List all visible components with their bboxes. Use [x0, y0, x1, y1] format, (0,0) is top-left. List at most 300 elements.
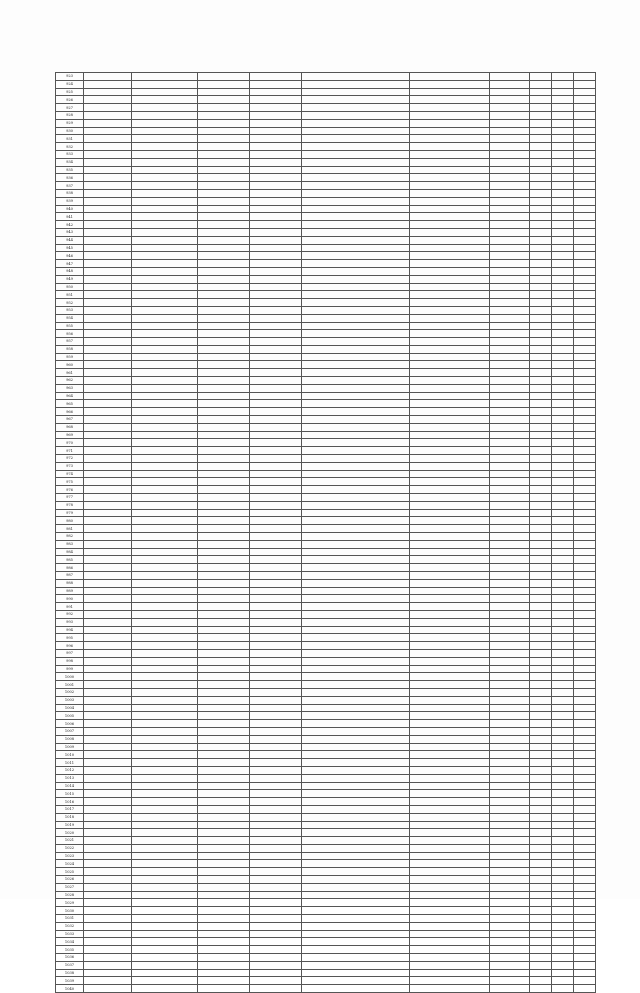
- row-number-cell: 1030: [56, 907, 84, 915]
- count3-cell: [574, 213, 596, 221]
- locality-cell: [302, 135, 410, 143]
- code-cell: [84, 969, 132, 977]
- count3-cell: [574, 915, 596, 923]
- count3-cell: [574, 73, 596, 81]
- street-cell: [410, 486, 490, 494]
- row-number-cell: 983: [56, 540, 84, 548]
- settlement-cell: [250, 946, 302, 954]
- row-number-cell: 1020: [56, 829, 84, 837]
- settlement-cell: [250, 720, 302, 728]
- table-row: [56, 844, 596, 852]
- count1-cell: [530, 837, 552, 845]
- table-row: [56, 533, 596, 541]
- street-cell: [410, 353, 490, 361]
- count2-cell: [552, 478, 574, 486]
- table-row: [56, 727, 596, 735]
- count3-cell: [574, 408, 596, 416]
- settlement-cell: [250, 525, 302, 533]
- row-number-cell: 965: [56, 400, 84, 408]
- table-row: [56, 688, 596, 696]
- count2-cell: [552, 150, 574, 158]
- table-row: [56, 657, 596, 665]
- settlement-cell: [250, 735, 302, 743]
- code2-cell: [132, 977, 198, 985]
- table-row: [56, 182, 596, 190]
- row-number-cell: 927: [56, 104, 84, 112]
- street-cell: [410, 907, 490, 915]
- code2-cell: [132, 174, 198, 182]
- count1-cell: [530, 119, 552, 127]
- locality-cell: [302, 244, 410, 252]
- locality-cell: [302, 899, 410, 907]
- street-cell: [410, 626, 490, 634]
- count3-cell: [574, 603, 596, 611]
- street-cell: [410, 876, 490, 884]
- code2-cell: [132, 727, 198, 735]
- code-cell: [84, 330, 132, 338]
- locality-cell: [302, 642, 410, 650]
- count3-cell: [574, 572, 596, 580]
- table-row: [56, 353, 596, 361]
- settlement-cell: [250, 322, 302, 330]
- locality-cell: [302, 634, 410, 642]
- district-cell: [198, 938, 250, 946]
- house-cell: [490, 618, 530, 626]
- code-cell: [84, 813, 132, 821]
- count2-cell: [552, 899, 574, 907]
- count3-cell: [574, 423, 596, 431]
- code-cell: [84, 197, 132, 205]
- locality-cell: [302, 174, 410, 182]
- count2-cell: [552, 439, 574, 447]
- count1-cell: [530, 657, 552, 665]
- row-number-cell: 926: [56, 96, 84, 104]
- table-row: [56, 837, 596, 845]
- street-cell: [410, 197, 490, 205]
- house-cell: [490, 649, 530, 657]
- table-row: [56, 735, 596, 743]
- count1-cell: [530, 166, 552, 174]
- count3-cell: [574, 244, 596, 252]
- count2-cell: [552, 961, 574, 969]
- settlement-cell: [250, 353, 302, 361]
- count2-cell: [552, 275, 574, 283]
- code-cell: [84, 494, 132, 502]
- locality-cell: [302, 610, 410, 618]
- table-row: [56, 416, 596, 424]
- row-number-cell: 935: [56, 166, 84, 174]
- code2-cell: [132, 961, 198, 969]
- settlement-cell: [250, 969, 302, 977]
- table-row: [56, 852, 596, 860]
- count2-cell: [552, 860, 574, 868]
- house-cell: [490, 252, 530, 260]
- settlement-cell: [250, 252, 302, 260]
- table-row: [56, 80, 596, 88]
- district-cell: [198, 642, 250, 650]
- settlement-cell: [250, 158, 302, 166]
- count2-cell: [552, 790, 574, 798]
- row-number-cell: 958: [56, 345, 84, 353]
- street-cell: [410, 883, 490, 891]
- locality-cell: [302, 727, 410, 735]
- table-row: [56, 252, 596, 260]
- count3-cell: [574, 579, 596, 587]
- locality-cell: [302, 104, 410, 112]
- code-cell: [84, 306, 132, 314]
- row-number-cell: 952: [56, 299, 84, 307]
- count1-cell: [530, 455, 552, 463]
- count1-cell: [530, 634, 552, 642]
- row-number-cell: 1011: [56, 759, 84, 767]
- street-cell: [410, 143, 490, 151]
- district-cell: [198, 579, 250, 587]
- table-row: [56, 306, 596, 314]
- district-cell: [198, 525, 250, 533]
- code2-cell: [132, 431, 198, 439]
- settlement-cell: [250, 431, 302, 439]
- code-cell: [84, 821, 132, 829]
- locality-cell: [302, 260, 410, 268]
- code2-cell: [132, 322, 198, 330]
- count3-cell: [574, 143, 596, 151]
- code2-cell: [132, 860, 198, 868]
- row-number-cell: 950: [56, 283, 84, 291]
- district-cell: [198, 135, 250, 143]
- table-row: [56, 938, 596, 946]
- row-number-cell: 924: [56, 80, 84, 88]
- count2-cell: [552, 618, 574, 626]
- count3-cell: [574, 228, 596, 236]
- row-number-cell: 1014: [56, 782, 84, 790]
- table-row: [56, 634, 596, 642]
- table-row: [56, 345, 596, 353]
- table-row: [56, 610, 596, 618]
- street-cell: [410, 533, 490, 541]
- street-cell: [410, 127, 490, 135]
- street-cell: [410, 852, 490, 860]
- house-cell: [490, 829, 530, 837]
- house-cell: [490, 969, 530, 977]
- settlement-cell: [250, 642, 302, 650]
- settlement-cell: [250, 439, 302, 447]
- table-row: [56, 439, 596, 447]
- house-cell: [490, 260, 530, 268]
- street-cell: [410, 657, 490, 665]
- code-cell: [84, 954, 132, 962]
- table-row: [56, 400, 596, 408]
- settlement-cell: [250, 548, 302, 556]
- count3-cell: [574, 252, 596, 260]
- code2-cell: [132, 158, 198, 166]
- code2-cell: [132, 907, 198, 915]
- settlement-cell: [250, 330, 302, 338]
- code2-cell: [132, 533, 198, 541]
- table-row: [56, 704, 596, 712]
- settlement-cell: [250, 213, 302, 221]
- district-cell: [198, 805, 250, 813]
- code2-cell: [132, 891, 198, 899]
- district-cell: [198, 494, 250, 502]
- count3-cell: [574, 688, 596, 696]
- count2-cell: [552, 883, 574, 891]
- table-row: [56, 221, 596, 229]
- row-number-cell: 988: [56, 579, 84, 587]
- street-cell: [410, 244, 490, 252]
- settlement-cell: [250, 790, 302, 798]
- code-cell: [84, 743, 132, 751]
- house-cell: [490, 509, 530, 517]
- locality-cell: [302, 540, 410, 548]
- settlement-cell: [250, 844, 302, 852]
- locality-cell: [302, 392, 410, 400]
- count2-cell: [552, 228, 574, 236]
- locality-cell: [302, 494, 410, 502]
- code2-cell: [132, 572, 198, 580]
- count1-cell: [530, 275, 552, 283]
- code2-cell: [132, 470, 198, 478]
- district-cell: [198, 400, 250, 408]
- settlement-cell: [250, 610, 302, 618]
- count2-cell: [552, 852, 574, 860]
- code2-cell: [132, 868, 198, 876]
- table-row: [56, 603, 596, 611]
- count1-cell: [530, 221, 552, 229]
- house-cell: [490, 283, 530, 291]
- count3-cell: [574, 727, 596, 735]
- house-cell: [490, 821, 530, 829]
- code2-cell: [132, 392, 198, 400]
- count2-cell: [552, 431, 574, 439]
- count3-cell: [574, 595, 596, 603]
- settlement-cell: [250, 852, 302, 860]
- district-cell: [198, 377, 250, 385]
- house-cell: [490, 743, 530, 751]
- row-number-cell: 997: [56, 649, 84, 657]
- street-cell: [410, 681, 490, 689]
- district-cell: [198, 174, 250, 182]
- settlement-cell: [250, 774, 302, 782]
- count1-cell: [530, 260, 552, 268]
- count1-cell: [530, 150, 552, 158]
- district-cell: [198, 322, 250, 330]
- count1-cell: [530, 751, 552, 759]
- count2-cell: [552, 455, 574, 463]
- street-cell: [410, 556, 490, 564]
- settlement-cell: [250, 813, 302, 821]
- code-cell: [84, 907, 132, 915]
- district-cell: [198, 548, 250, 556]
- district-cell: [198, 743, 250, 751]
- count3-cell: [574, 954, 596, 962]
- count1-cell: [530, 603, 552, 611]
- code-cell: [84, 267, 132, 275]
- row-number-cell: 1016: [56, 798, 84, 806]
- table-row: [56, 899, 596, 907]
- count2-cell: [552, 384, 574, 392]
- row-number-cell: 987: [56, 572, 84, 580]
- house-cell: [490, 805, 530, 813]
- street-cell: [410, 603, 490, 611]
- code-cell: [84, 384, 132, 392]
- district-cell: [198, 735, 250, 743]
- table-row: [56, 829, 596, 837]
- count2-cell: [552, 314, 574, 322]
- locality-cell: [302, 400, 410, 408]
- settlement-cell: [250, 587, 302, 595]
- house-cell: [490, 626, 530, 634]
- count3-cell: [574, 88, 596, 96]
- settlement-cell: [250, 174, 302, 182]
- count3-cell: [574, 182, 596, 190]
- settlement-cell: [250, 291, 302, 299]
- district-cell: [198, 540, 250, 548]
- register-table: [55, 72, 596, 993]
- row-number-cell: 947: [56, 260, 84, 268]
- count2-cell: [552, 361, 574, 369]
- street-cell: [410, 213, 490, 221]
- code-cell: [84, 338, 132, 346]
- street-cell: [410, 564, 490, 572]
- house-cell: [490, 899, 530, 907]
- count2-cell: [552, 798, 574, 806]
- street-cell: [410, 930, 490, 938]
- code-cell: [84, 860, 132, 868]
- count3-cell: [574, 439, 596, 447]
- code-cell: [84, 681, 132, 689]
- count1-cell: [530, 790, 552, 798]
- count2-cell: [552, 634, 574, 642]
- count1-cell: [530, 579, 552, 587]
- count1-cell: [530, 743, 552, 751]
- settlement-cell: [250, 657, 302, 665]
- locality-cell: [302, 821, 410, 829]
- settlement-cell: [250, 408, 302, 416]
- street-cell: [410, 252, 490, 260]
- code2-cell: [132, 143, 198, 151]
- code-cell: [84, 688, 132, 696]
- count3-cell: [574, 80, 596, 88]
- settlement-cell: [250, 626, 302, 634]
- code-cell: [84, 961, 132, 969]
- table-row: [56, 907, 596, 915]
- code2-cell: [132, 197, 198, 205]
- table-row: [56, 275, 596, 283]
- count3-cell: [574, 189, 596, 197]
- house-cell: [490, 135, 530, 143]
- house-cell: [490, 221, 530, 229]
- row-number-cell: 941: [56, 213, 84, 221]
- settlement-cell: [250, 603, 302, 611]
- house-cell: [490, 595, 530, 603]
- settlement-cell: [250, 930, 302, 938]
- row-number-cell: 1003: [56, 696, 84, 704]
- street-cell: [410, 844, 490, 852]
- count3-cell: [574, 821, 596, 829]
- locality-cell: [302, 267, 410, 275]
- count3-cell: [574, 540, 596, 548]
- district-cell: [198, 197, 250, 205]
- locality-cell: [302, 774, 410, 782]
- row-number-cell: 994: [56, 626, 84, 634]
- locality-cell: [302, 782, 410, 790]
- code2-cell: [132, 852, 198, 860]
- count2-cell: [552, 540, 574, 548]
- count2-cell: [552, 330, 574, 338]
- district-cell: [198, 423, 250, 431]
- count2-cell: [552, 486, 574, 494]
- code2-cell: [132, 213, 198, 221]
- count3-cell: [574, 712, 596, 720]
- house-cell: [490, 673, 530, 681]
- count3-cell: [574, 868, 596, 876]
- district-cell: [198, 73, 250, 81]
- locality-cell: [302, 369, 410, 377]
- count3-cell: [574, 790, 596, 798]
- row-number-cell: 936: [56, 174, 84, 182]
- house-cell: [490, 408, 530, 416]
- count2-cell: [552, 127, 574, 135]
- count1-cell: [530, 712, 552, 720]
- district-cell: [198, 416, 250, 424]
- house-cell: [490, 96, 530, 104]
- code-cell: [84, 182, 132, 190]
- street-cell: [410, 969, 490, 977]
- count1-cell: [530, 907, 552, 915]
- house-cell: [490, 634, 530, 642]
- settlement-cell: [250, 805, 302, 813]
- count3-cell: [574, 642, 596, 650]
- house-cell: [490, 447, 530, 455]
- district-cell: [198, 345, 250, 353]
- code-cell: [84, 751, 132, 759]
- count2-cell: [552, 267, 574, 275]
- row-number-cell: 1027: [56, 883, 84, 891]
- settlement-cell: [250, 470, 302, 478]
- row-number-cell: 999: [56, 665, 84, 673]
- code2-cell: [132, 548, 198, 556]
- code-cell: [84, 517, 132, 525]
- count2-cell: [552, 946, 574, 954]
- house-cell: [490, 844, 530, 852]
- row-number-cell: 968: [56, 423, 84, 431]
- district-cell: [198, 977, 250, 985]
- row-number-cell: 971: [56, 447, 84, 455]
- count2-cell: [552, 182, 574, 190]
- locality-cell: [302, 213, 410, 221]
- table-row: [56, 330, 596, 338]
- house-cell: [490, 416, 530, 424]
- street-cell: [410, 314, 490, 322]
- street-cell: [410, 291, 490, 299]
- count2-cell: [552, 400, 574, 408]
- street-cell: [410, 860, 490, 868]
- count2-cell: [552, 681, 574, 689]
- settlement-cell: [250, 306, 302, 314]
- count1-cell: [530, 556, 552, 564]
- count3-cell: [574, 883, 596, 891]
- row-number-cell: 1034: [56, 938, 84, 946]
- count1-cell: [530, 938, 552, 946]
- count2-cell: [552, 166, 574, 174]
- code-cell: [84, 283, 132, 291]
- row-number-cell: 940: [56, 205, 84, 213]
- count3-cell: [574, 96, 596, 104]
- district-cell: [198, 618, 250, 626]
- count3-cell: [574, 174, 596, 182]
- row-number-cell: 991: [56, 603, 84, 611]
- table-row: [56, 548, 596, 556]
